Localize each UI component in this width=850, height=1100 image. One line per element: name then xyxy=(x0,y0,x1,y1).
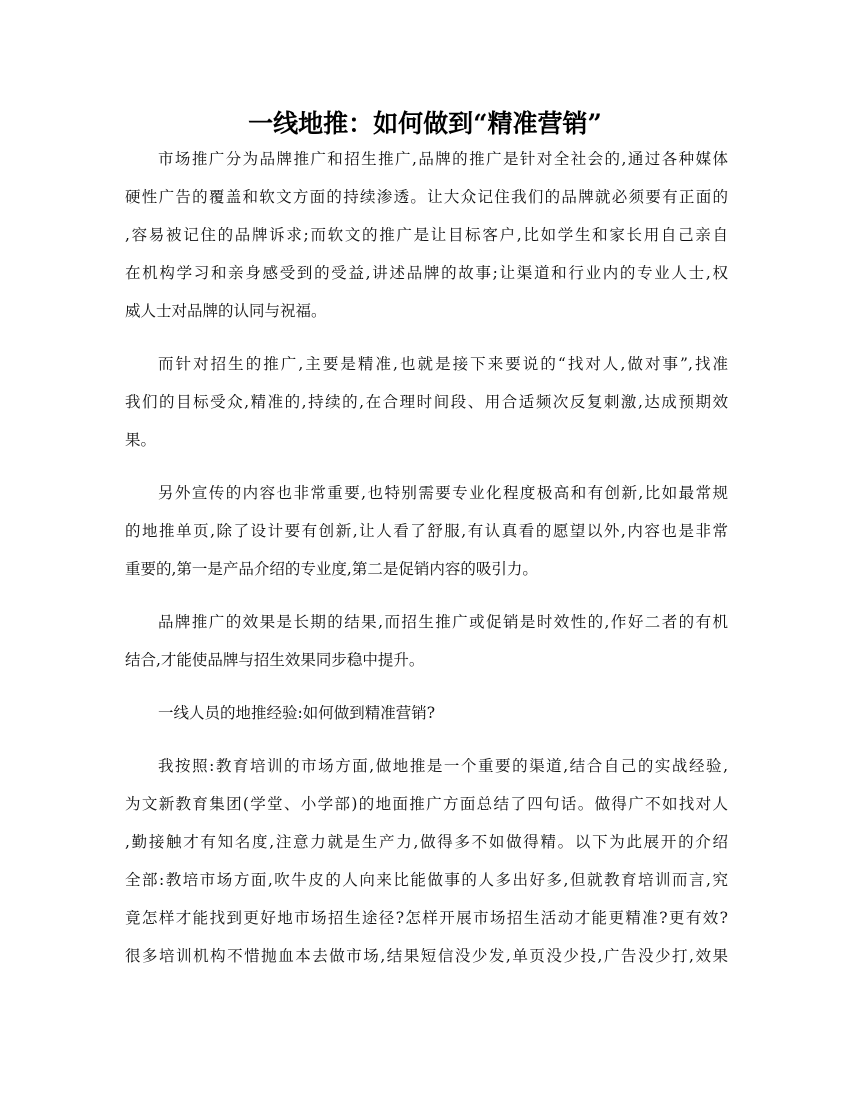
text-line: 重要的,第一是产品介绍的专业度,第二是促销内容的吸引力。 xyxy=(125,560,538,578)
text-line: 果。 xyxy=(125,431,157,449)
document-body xyxy=(125,140,728,990)
text-line: 一线人员的地推经验:如何做到精准营销? xyxy=(158,704,436,722)
text-line: 在机构学习和亲身感受到的受益,讲述品牌的故事;让渠道和行业内的专业人士,权 xyxy=(125,264,728,282)
paragraph-brand-vs-enrollment xyxy=(125,140,728,330)
paragraph-long-term-vs-timely xyxy=(125,603,728,679)
text-line: 另外宣传的内容也非常重要,也特别需要专业化程度极高和有创新,比如最常规 xyxy=(158,484,728,502)
paragraph-experience xyxy=(125,747,728,975)
text-line: 全部:教培市场方面,吹牛皮的人向来比能做事的人多出好多,但就教育培训而言,究 xyxy=(125,871,728,889)
document-title: 一线地推：如何做到“精准营销” xyxy=(248,109,602,138)
paragraph-content-importance xyxy=(125,474,728,588)
text-line: 的地推单页,除了设计要有创新,让人看了舒服,有认真看的愿望以外,内容也是非常 xyxy=(125,522,728,540)
text-line: 品牌推广的效果是长期的结果,而招生推广或促销是时效性的,作好二者的有机 xyxy=(158,613,728,631)
text-line: 硬性广告的覆盖和软文方面的持续渗透。让大众记住我们的品牌就必须要有正面的 xyxy=(125,188,728,206)
text-line: 我们的目标受众,精准的,持续的,在合理时间段、用合适频次反复刺激,达成预期效 xyxy=(125,393,728,411)
text-line: ,容易被记住的品牌诉求;而软文的推广是让目标客户,比如学生和家长用自己亲自 xyxy=(125,226,728,244)
text-line: 结合,才能使品牌与招生效果同步稳中提升。 xyxy=(125,651,425,669)
text-line: 为文新教育集团(学堂、小学部)的地面推广方面总结了四句话。做得广不如找对人 xyxy=(125,795,728,813)
text-line: 市场推广分为品牌推广和招生推广,品牌的推广是针对全社会的,通过各种媒体 xyxy=(158,150,728,168)
text-line: 我按照:教育培训的市场方面,做地推是一个重要的渠道,结合自己的实战经验, xyxy=(158,757,728,775)
paragraph-frontline-heading xyxy=(125,694,728,732)
paragraph-enrollment-precision xyxy=(125,345,728,459)
text-line: 很多培训机构不惜抛血本去做市场,结果短信没少发,单页没少投,广告没少打,效果 xyxy=(125,947,728,965)
text-line: 而针对招生的推广,主要是精准,也就是接下来要说的“找对人,做对事”,找准 xyxy=(158,355,728,373)
text-line: 威人士对品牌的认同与祝福。 xyxy=(125,302,327,320)
text-line: 竟怎样才能找到更好地市场招生途径?怎样开展市场招生活动才能更精准?更有效? xyxy=(125,909,728,927)
text-line: ,勤接触才有知名度,注意力就是生产力,做得多不如做得精。以下为此展开的介绍 xyxy=(125,833,728,851)
